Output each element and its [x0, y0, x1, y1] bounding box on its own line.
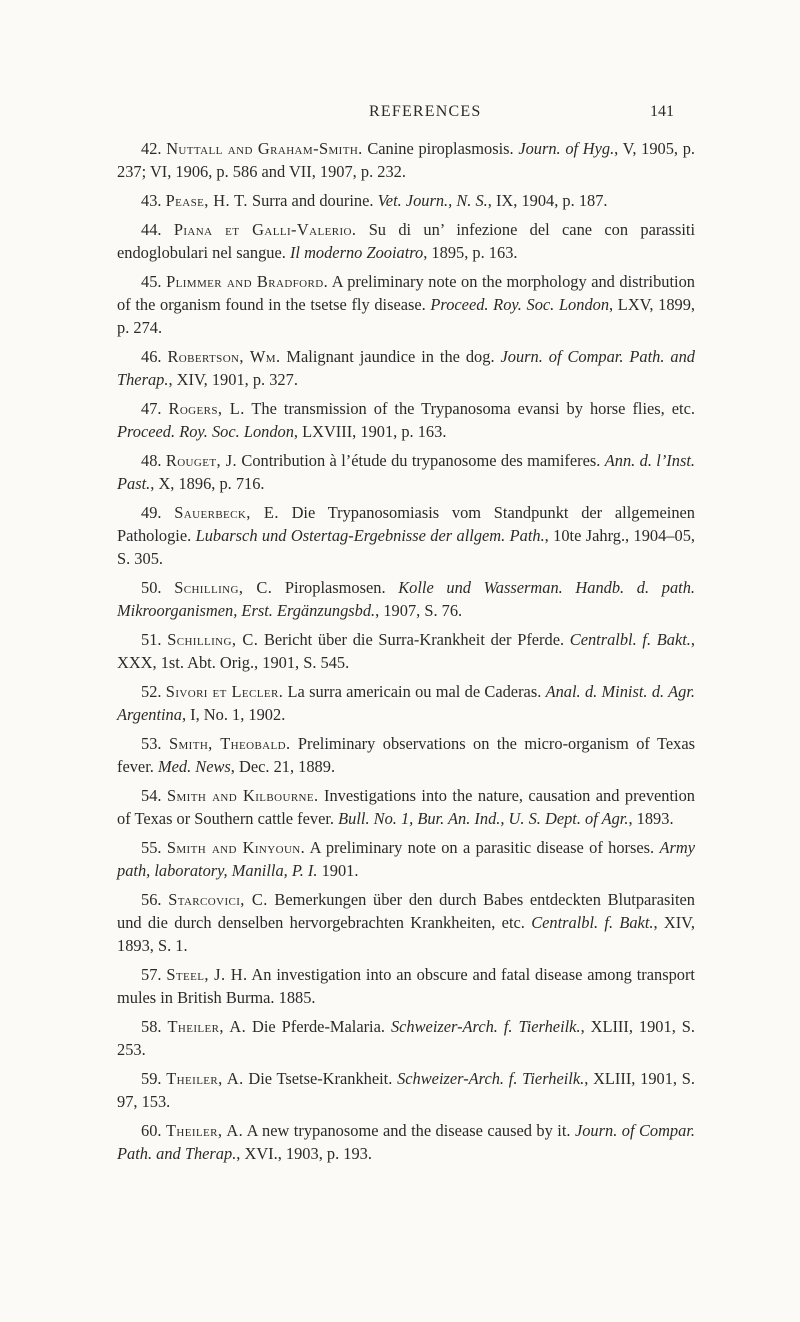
- reference-author: Rouget, J.: [165, 451, 238, 470]
- reference-source: Journ. of Hyg.: [518, 139, 615, 158]
- running-header: [0, 103, 800, 133]
- reference-author: Smith and Kilbourne.: [166, 786, 319, 805]
- reference-details: , 10te Jahrg., 1904–05, S. 305.: [117, 526, 695, 568]
- reference-entry: [117, 680, 695, 726]
- reference-source: Il moderno Zooiatro: [289, 243, 424, 262]
- reference-details: , XLIII, 1901, S. 97, 153.: [117, 1069, 695, 1111]
- reference-number: 42.: [141, 139, 162, 158]
- reference-author: Nuttall and Graham-Smith.: [166, 139, 363, 158]
- reference-entry: [117, 784, 695, 830]
- reference-details: , X, 1896, p. 716.: [150, 474, 265, 493]
- reference-number: 50.: [141, 578, 162, 597]
- reference-entry: [117, 888, 695, 957]
- reference-source: Ann. d. l’Inst. Past.: [117, 451, 695, 493]
- reference-number: 57.: [141, 965, 162, 984]
- reference-details: , IX, 1904, p. 187.: [487, 191, 608, 210]
- reference-author: Theiler, A.: [167, 1017, 247, 1036]
- reference-details: , XXX, 1st. Abt. Orig., 1901, S. 545.: [117, 630, 695, 672]
- reference-entry: [117, 218, 695, 264]
- reference-title: Bericht über die Surra-Krankheit der Pferde.: [258, 630, 570, 649]
- reference-source: Anal. d. Minist. d. Agr. Argentina: [117, 682, 695, 724]
- reference-title: Canine piroplasmosis.: [362, 139, 519, 158]
- reference-number: 59.: [141, 1069, 162, 1088]
- reference-title: Die Trypanosomiasis vom Standpunkt der allgemeinen Pathologie.: [117, 503, 695, 545]
- reference-details: , XIV, 1893, S. 1.: [117, 913, 695, 955]
- reference-author: Schilling, C.: [174, 578, 273, 597]
- reference-source: Vet. Journ., N. S.: [377, 191, 488, 210]
- reference-source: Lubarsch und Ostertag-Ergebnisse der allgem. Path.: [195, 526, 545, 545]
- reference-entry: [117, 963, 695, 1009]
- reference-details: , Dec. 21, 1889.: [230, 757, 336, 776]
- reference-details: , XLIII, 1901, S. 253.: [117, 1017, 695, 1059]
- reference-number: 51.: [141, 630, 162, 649]
- reference-number: 45.: [141, 272, 162, 291]
- reference-list: [117, 137, 695, 1171]
- reference-entry: [117, 1015, 695, 1061]
- reference-number: 55.: [141, 838, 162, 857]
- reference-entry: [117, 628, 695, 674]
- reference-source: Med. News: [157, 757, 231, 776]
- reference-entry: [117, 345, 695, 391]
- reference-author: Theiler, A.: [165, 1121, 244, 1140]
- reference-number: 56.: [141, 890, 162, 909]
- reference-author: Pease, H. T.: [165, 191, 248, 210]
- reference-source: Schweizer-Arch. f. Tierheilk.: [397, 1069, 585, 1088]
- reference-number: 48.: [141, 451, 162, 470]
- reference-number: 60.: [141, 1121, 162, 1140]
- reference-details: , LXV, 1899, p. 274.: [117, 295, 696, 337]
- reference-source: Proceed. Roy. Soc. London: [117, 422, 294, 441]
- reference-number: 49.: [141, 503, 162, 522]
- reference-details: , XVI., 1903, p. 193.: [236, 1144, 372, 1163]
- reference-author: Plimmer and Bradford.: [166, 272, 329, 291]
- reference-source: Journ. of Compar. Path. and Therap.: [117, 1121, 695, 1163]
- header-title: REFERENCES: [369, 103, 482, 120]
- reference-number: 53.: [141, 734, 162, 753]
- reference-details: , I, No. 1, 1902.: [181, 705, 286, 724]
- reference-author: Piana et Galli-Valerio.: [173, 220, 357, 239]
- reference-title: Die Pferde-Malaria.: [246, 1017, 391, 1036]
- reference-title: Preliminary observations on the micro-organism of Texas fever.: [117, 734, 695, 776]
- reference-number: 46.: [141, 347, 162, 366]
- reference-title: A preliminary note on a parasitic disease of horses.: [305, 838, 660, 857]
- reference-source: Bull. No. 1, Bur. An. Ind., U. S. Dept. of Agr.: [338, 809, 629, 828]
- reference-details: 1885.: [278, 988, 316, 1007]
- reference-author: Steel, J. H.: [166, 965, 248, 984]
- reference-entry: [117, 270, 695, 339]
- reference-title: La surra americain ou mal de Caderas.: [283, 682, 546, 701]
- reference-title: Su di un’ infezione del cane con parassiti endoglobulari nel sangue.: [117, 220, 695, 262]
- reference-author: Theiler, A.: [166, 1069, 244, 1088]
- reference-details: , 1907, S. 76.: [375, 601, 463, 620]
- reference-entry: [117, 137, 695, 183]
- reference-title: A new trypanosome and the disease caused by it.: [243, 1121, 575, 1140]
- reference-entry: [117, 1067, 695, 1113]
- reference-author: Smith and Kinyoun.: [166, 838, 306, 857]
- reference-entry: [117, 397, 695, 443]
- reference-author: Robertson, Wm.: [167, 347, 281, 366]
- reference-title: Contribution à l’étude du trypanosome des mamiferes.: [237, 451, 605, 470]
- reference-author: Sivori et Lecler.: [165, 682, 284, 701]
- reference-author: Smith, Theobald.: [168, 734, 291, 753]
- reference-number: 43.: [141, 191, 162, 210]
- reference-entry: [117, 189, 695, 212]
- reference-author: Schilling, C.: [167, 630, 259, 649]
- reference-title: A preliminary note on the morphology and distribution of the organism found in the tsetse fly disease.: [117, 272, 695, 314]
- reference-number: 52.: [141, 682, 162, 701]
- reference-number: 58.: [141, 1017, 162, 1036]
- reference-author: Starcovici, C.: [168, 890, 268, 909]
- reference-title: Die Tsetse-Krankheit.: [243, 1069, 398, 1088]
- reference-entry: [117, 449, 695, 495]
- reference-title: Piroplasmosen.: [272, 578, 399, 597]
- reference-source: Proceed. Roy. Soc. London: [430, 295, 610, 314]
- reference-number: 44.: [141, 220, 162, 239]
- reference-title: An investigation into an obscure and fatal disease among transport mules in British Burma.: [117, 965, 695, 1007]
- reference-details: , XIV, 1901, p. 327.: [168, 370, 298, 389]
- reference-title: Surra and dourine.: [247, 191, 378, 210]
- reference-source: Kolle und Wasserman. Handb. d. path. Mikroorganismen, Erst. Ergänzungsbd.: [117, 578, 696, 620]
- reference-entry: [117, 732, 695, 778]
- reference-author: Rogers, L.: [168, 399, 245, 418]
- reference-title: Bemerkungen über den durch Babes entdeckten Blutparasiten und die durch denselben hervorgebrachten Krankheiten, etc.: [117, 890, 695, 932]
- reference-author: Sauerbeck, E.: [174, 503, 279, 522]
- reference-entry: [117, 836, 695, 882]
- reference-source: Centralbl. f. Bakt.: [569, 630, 691, 649]
- reference-entry: [117, 501, 695, 570]
- reference-details: , 1895, p. 163.: [423, 243, 518, 262]
- reference-number: 54.: [141, 786, 162, 805]
- reference-details: , 1893.: [628, 809, 674, 828]
- reference-entry: [117, 1119, 695, 1165]
- reference-title: Investigations into the nature, causation and prevention of Texas or Southern cattle fever.: [117, 786, 696, 828]
- reference-source: Journ. of Compar. Path. and Therap.: [117, 347, 695, 389]
- reference-source: Schweizer-Arch. f. Tierheilk.: [390, 1017, 581, 1036]
- reference-number: 47.: [141, 399, 162, 418]
- reference-details: , V, 1905, p. 237; VI, 1906, p. 586 and VII, 1907, p. 232.: [117, 139, 696, 181]
- reference-details: , LXVIII, 1901, p. 163.: [293, 422, 447, 441]
- reference-title: The transmission of the Trypanosoma evansi by horse flies, etc.: [244, 399, 695, 418]
- reference-source: Army path, laboratory, Manilla, P. I.: [117, 838, 695, 880]
- reference-entry: [117, 576, 695, 622]
- reference-title: Malignant jaundice in the dog.: [280, 347, 501, 366]
- reference-details: 1901.: [317, 861, 359, 880]
- reference-source: Centralbl. f. Bakt.: [531, 913, 654, 932]
- page-number: 141: [650, 103, 674, 120]
